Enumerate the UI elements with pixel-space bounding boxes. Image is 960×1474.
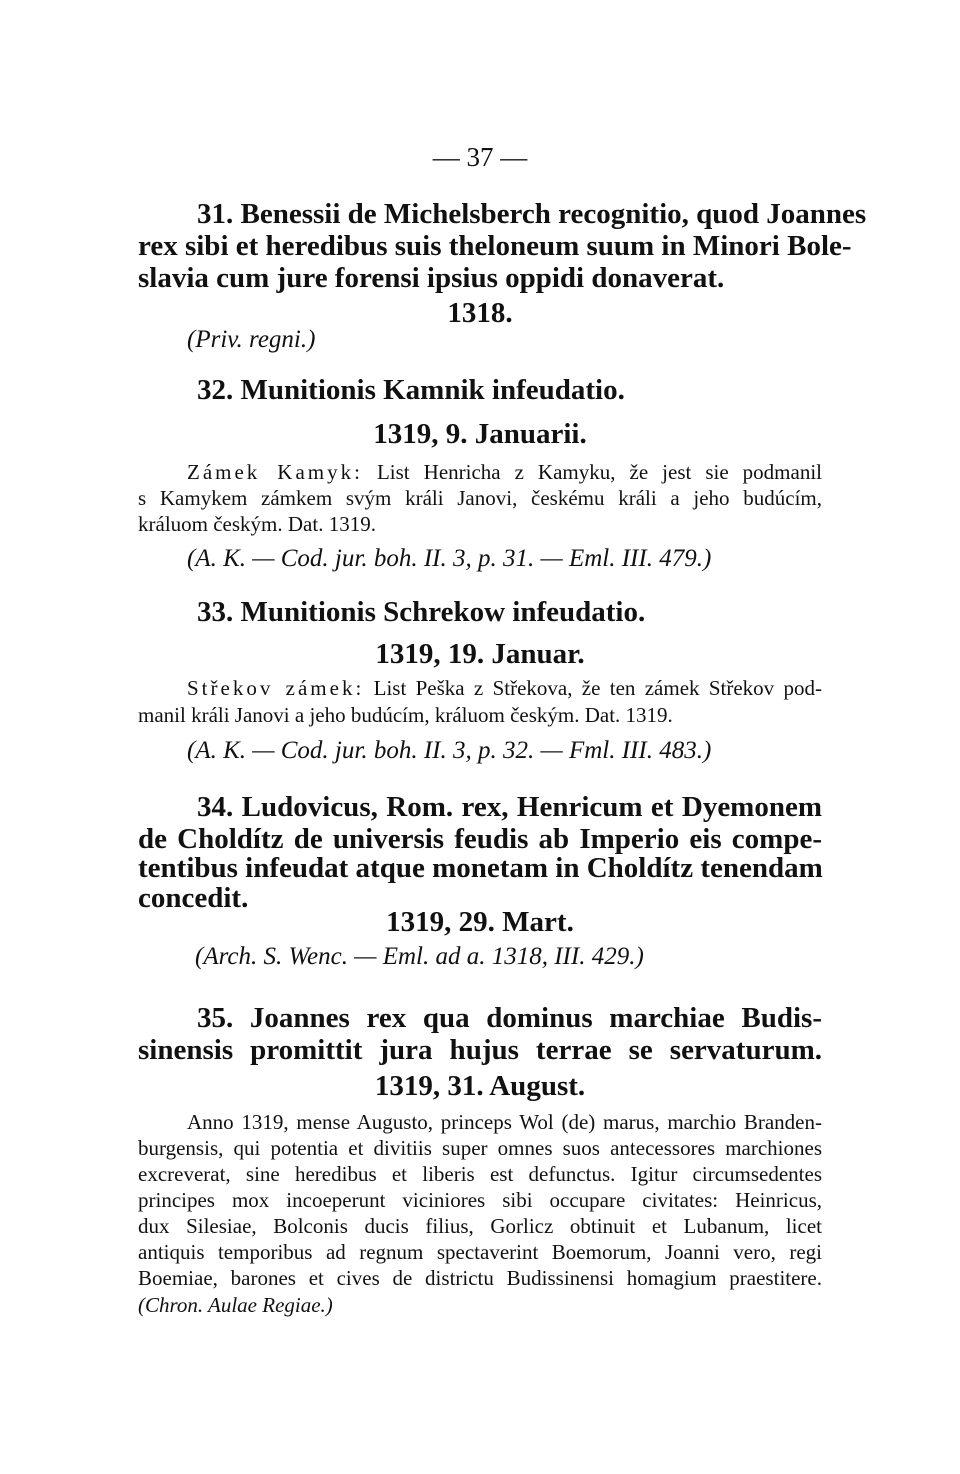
entry-31-heading-line-3: slavia cum jure forensi ipsius oppidi donaverat.	[138, 262, 725, 294]
entry-35-text-line-3: excreverat, sine heredibus et liberis est defunctus. Igitur circumsedentes	[138, 1162, 822, 1186]
entry-33-text-line-2: manil králi Janovi a jeho budúcím, králuom českým. Dat. 1319.	[138, 703, 673, 727]
entry-31-date: 1318.	[447, 297, 513, 329]
entry-34-source: (Arch. S. Wenc. — Eml. ad a. 1318, III. 429.)	[195, 943, 644, 970]
entry-34-heading-line-3: tentibus infeudat atque monetam in Choldítz tenendam	[138, 852, 823, 884]
entry-33-text-line-1: Střekov zámek: List Peška z Střekova, že ten zámek Střekov pod-	[187, 676, 823, 700]
entry-33-date: 1319, 19. Januar.	[375, 638, 585, 670]
entry-34-heading-line-1: 34. Ludovicus, Rom. rex, Henricum et Dyemonem	[197, 791, 822, 823]
entry-33-heading: 33. Munitionis Schrekow infeudatio.	[197, 596, 646, 628]
entry-31-source: (Priv. regni.)	[187, 326, 316, 353]
entry-35-heading-line-1: 35. Joannes rex qua dominus marchiae Budis-	[197, 1002, 822, 1034]
entry-34-heading-line-2: de Choldítz de universis feudis ab Imperio eis compe-	[138, 823, 822, 855]
entry-31-heading-line-2: rex sibi et heredibus suis theloneum suum in Minori Bole-	[138, 230, 852, 262]
entry-32-text-line-3: králuom českým. Dat. 1319.	[138, 512, 376, 536]
entry-35-text-line-5: dux Silesiae, Bolconis ducis filius, Gorlicz obtinuit et Lubanum, licet	[138, 1214, 822, 1238]
entry-33-text-label: Střekov zámek:	[187, 676, 365, 700]
entry-33-source: (A. K. — Cod. jur. boh. II. 3, p. 32. — Fml. III. 483.)	[187, 737, 712, 764]
entry-32-date: 1319, 9. Januarii.	[373, 418, 587, 450]
entry-32-source: (A. K. — Cod. jur. boh. II. 3, p. 31. — Eml. III. 479.)	[187, 545, 712, 572]
entry-32-text-line-2: s Kamykem zámkem svým králi Janovi, českému králi a jeho budúcím,	[138, 486, 822, 510]
entry-35-text-line-2: burgensis, qui potentia et divitiis super omnes suos antecessores marchiones	[138, 1136, 822, 1160]
entry-35-text-line-1: Anno 1319, mense Augusto, princeps Wol (de) marus, marchio Branden-	[187, 1110, 822, 1134]
entry-35-text-line-4: principes mox incoeperunt viciniores sibi occupare civitates: Heinricus,	[138, 1188, 822, 1212]
entry-34-heading-line-4: concedit.	[138, 882, 249, 914]
entry-35-date: 1319, 31. August.	[374, 1070, 586, 1102]
entry-35-source: (Chron. Aulae Regiae.)	[138, 1293, 333, 1317]
entry-34-date: 1319, 29. Mart.	[386, 906, 574, 938]
entry-35-heading-line-2: sinensis promittit jura hujus terrae se servaturum.	[138, 1034, 822, 1066]
entry-35-text-line-6: antiquis temporibus ad regnum spectaverint Boemorum, Joanni vero, regi	[138, 1240, 822, 1264]
entry-31-heading-line-1: 31. Benessii de Michelsberch recognitio, quod Joannes	[197, 198, 867, 230]
entry-32-text-label: Zámek Kamyk:	[187, 460, 363, 484]
entry-32-heading: 32. Munitionis Kamnik infeudatio.	[197, 374, 625, 406]
entry-35-text-line-7: Boemiae, barones et cives de districtu Budissinensi homagium praestitere.	[138, 1266, 822, 1290]
page-number: — 37 —	[432, 142, 528, 172]
entry-32-text-line-1: Zámek Kamyk: List Henricha z Kamyku, že jest sie podmanil	[187, 460, 822, 484]
